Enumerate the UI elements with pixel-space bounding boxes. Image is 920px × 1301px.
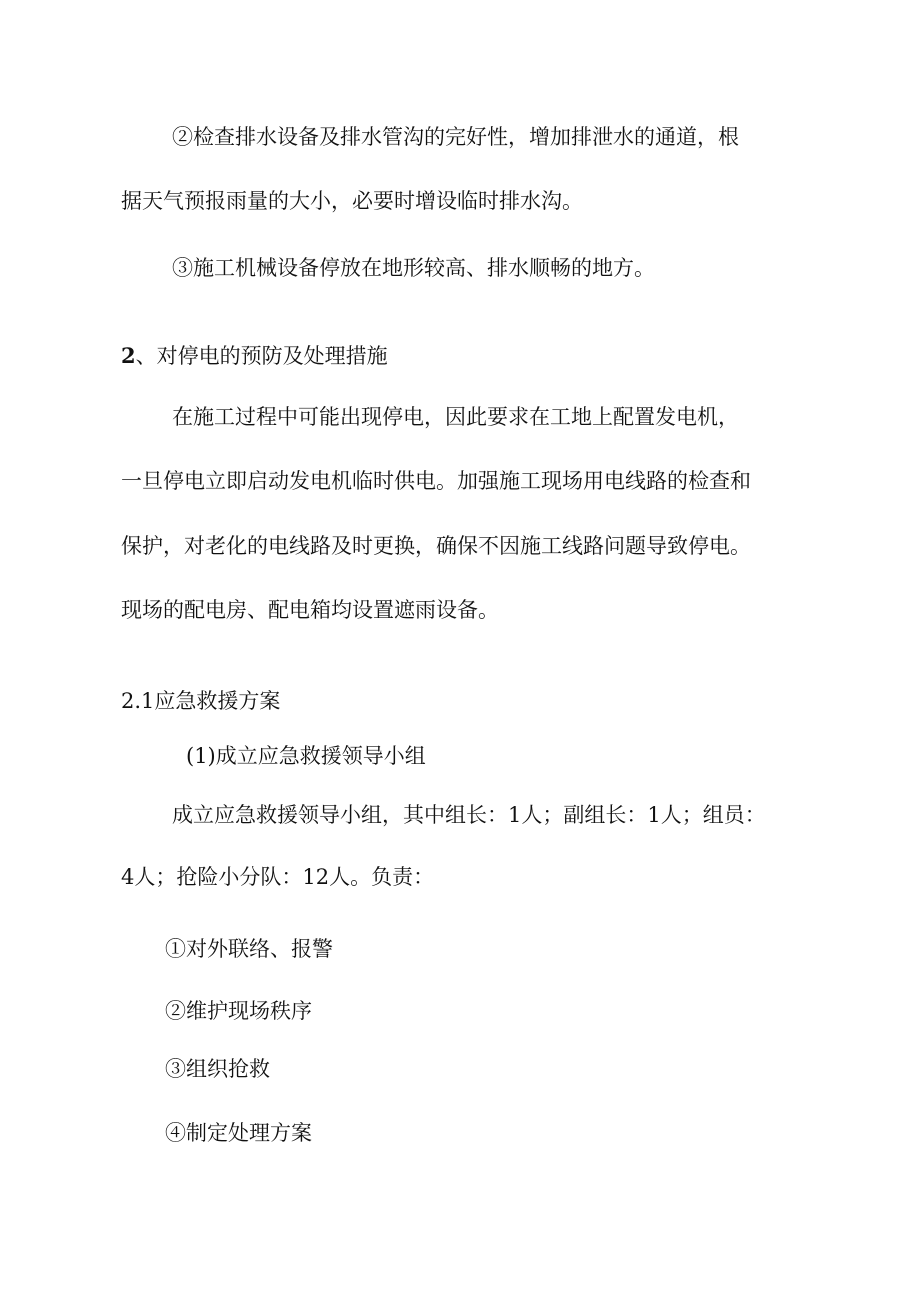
paragraph-line: ②检查排水设备及排水管沟的完好性，增加排泄水的通道，根 xyxy=(172,125,739,149)
list-item: ③组织抢救 xyxy=(165,1057,270,1081)
list-item: ②维护现场秩序 xyxy=(165,999,312,1023)
list-item: ④制定处理方案 xyxy=(165,1121,312,1145)
paragraph-line: 保护，对老化的电线路及时更换，确保不因施工线路问题导致停电。 xyxy=(121,534,751,558)
paragraph-line: 成立应急救援领导小组，其中组长：1人；副组长：1人；组员： xyxy=(172,803,766,827)
list-item: ①对外联络、报警 xyxy=(165,937,333,961)
paragraph-line: 4人；抢险小分队：12人。负责： xyxy=(121,865,435,889)
paragraph-line: 在施工过程中可能出现停电，因此要求在工地上配置发电机， xyxy=(172,405,739,429)
paragraph-line: ③施工机械设备停放在地形较高、排水顺畅的地方。 xyxy=(172,256,655,280)
section-title: 、对停电的预防及处理措施 xyxy=(135,344,388,368)
section-number: 2 xyxy=(121,343,136,368)
paragraph-line: 现场的配电房、配电箱均设置遮雨设备。 xyxy=(121,598,499,622)
paragraph-line: 一旦停电立即启动发电机临时供电。加强施工现场用电线路的检查和 xyxy=(121,469,751,493)
paragraph-line: 据天气预报雨量的大小，必要时增设临时排水沟。 xyxy=(121,189,583,213)
subsection-title: (1)成立应急救援领导小组 xyxy=(186,744,426,768)
section-heading xyxy=(121,341,388,371)
subsection-heading: 2.1应急救援方案 xyxy=(121,689,281,713)
